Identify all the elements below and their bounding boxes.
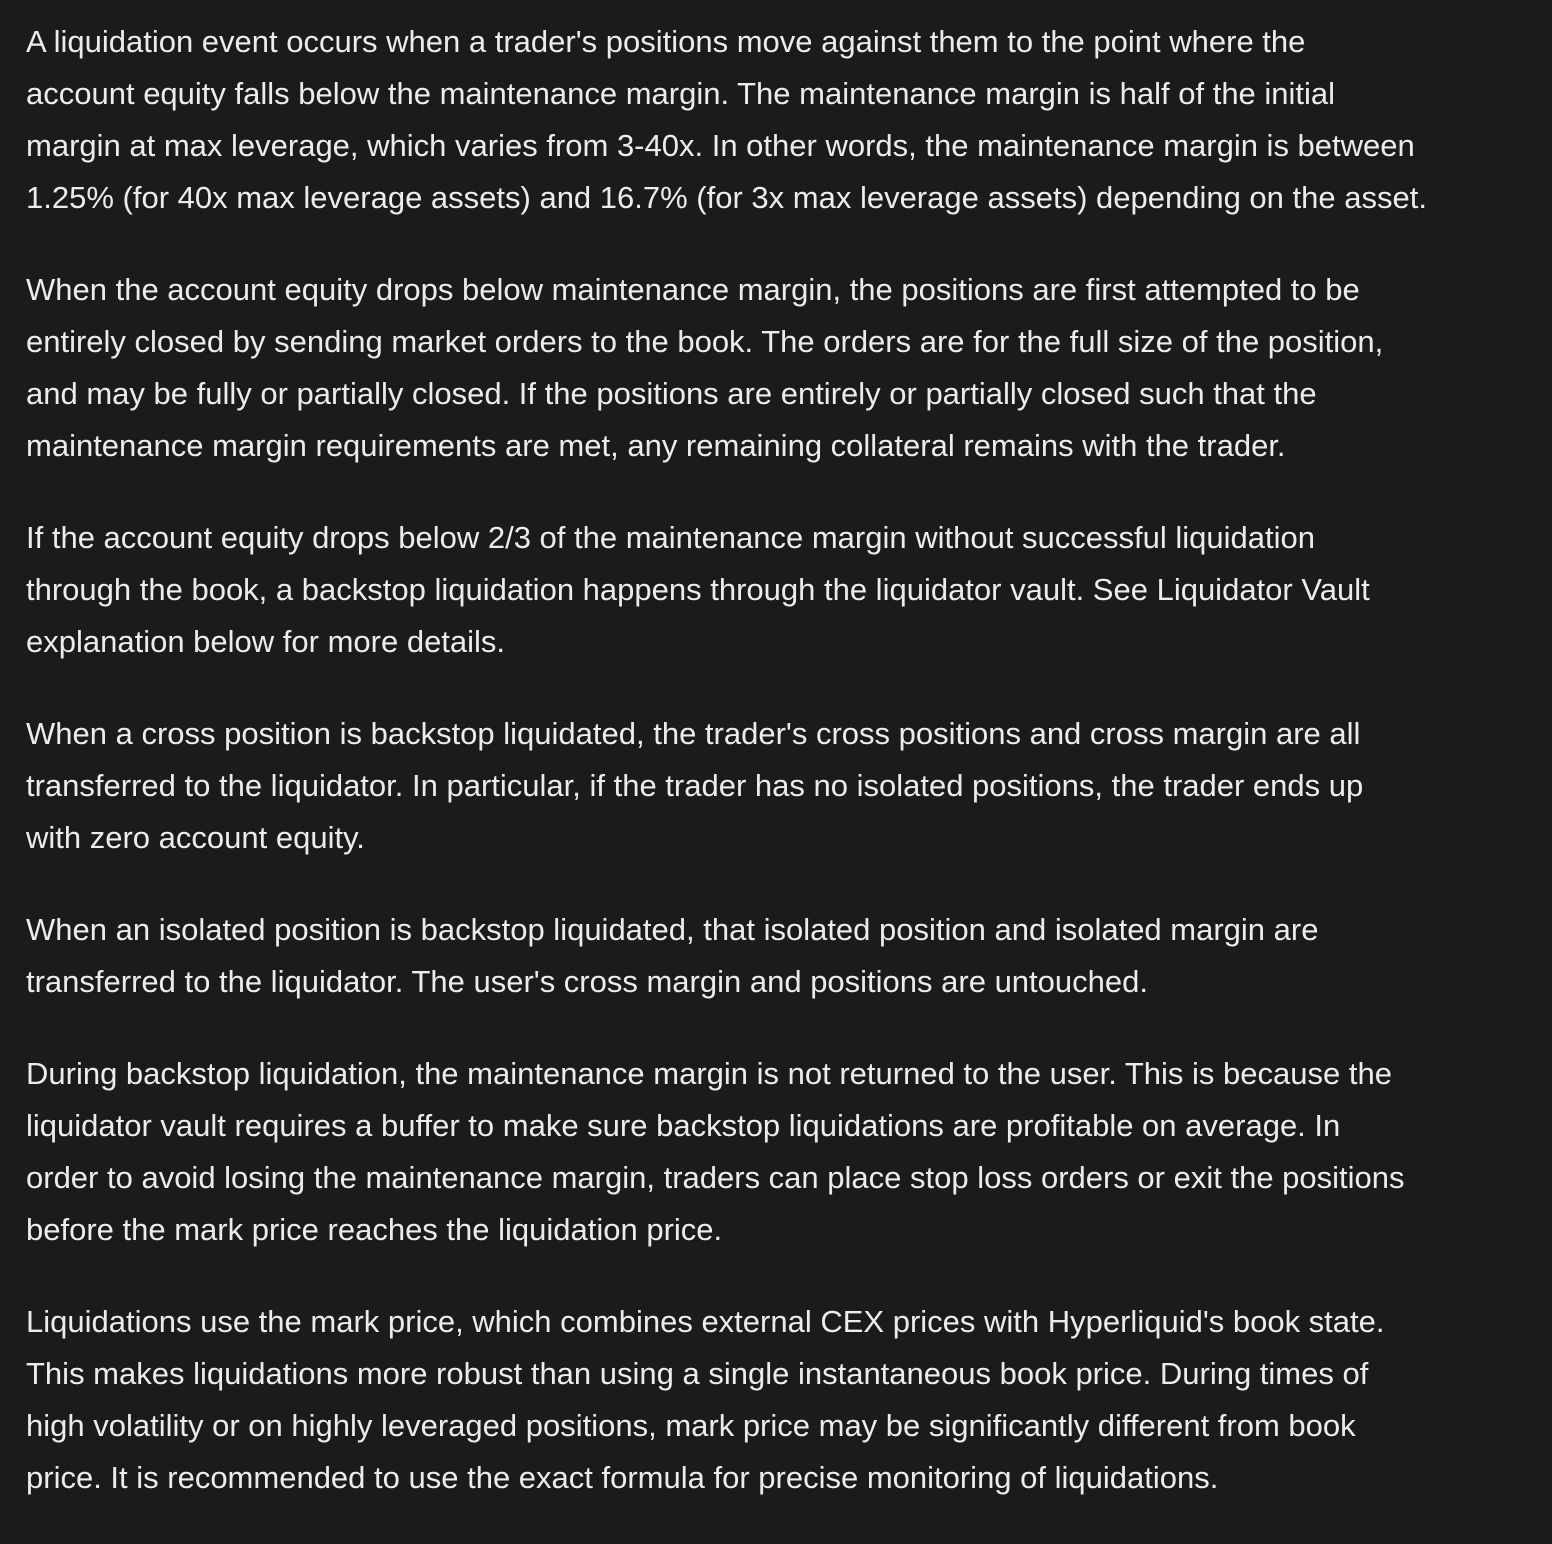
text-line: When the account equity drops below maintenance margin, the positions are first attempted to be: [26, 272, 1360, 307]
text-line: and may be fully or partially closed. If the positions are entirely or partially closed such that the: [26, 376, 1317, 411]
text-line: maintenance margin requirements are met, any remaining collateral remains with the trader.: [26, 428, 1286, 463]
text-line: If the account equity drops below 2/3 of the maintenance margin without successful liquidation: [26, 520, 1315, 555]
text-line: When a cross position is backstop liquidated, the trader's cross positions and cross margin are all: [26, 716, 1361, 751]
text-line: 1.25% (for 40x max leverage assets) and 16.7% (for 3x max leverage assets) depending on the asset.: [26, 180, 1427, 215]
document-body: [26, 16, 1552, 1544]
paragraph-backstop-liquidation: [26, 512, 1552, 668]
paragraph-mark-price: [26, 1296, 1552, 1504]
text-line: margin at max leverage, which varies from 3-40x. In other words, the maintenance margin is between: [26, 128, 1415, 163]
text-line: transferred to the liquidator. The user's cross margin and positions are untouched.: [26, 964, 1148, 999]
text-line: price. It is recommended to use the exact formula for precise monitoring of liquidations.: [26, 1460, 1219, 1495]
text-line: A liquidation event occurs when a trader's positions move against them to the point where the: [26, 24, 1306, 59]
text-line: through the book, a backstop liquidation happens through the liquidator vault. See Liquidator Vault: [26, 572, 1370, 607]
paragraph-cross-position: [26, 708, 1552, 864]
text-line: account equity falls below the maintenance margin. The maintenance margin is half of the initial: [26, 76, 1336, 111]
text-line: explanation below for more details.: [26, 624, 506, 659]
text-line: with zero account equity.: [26, 820, 365, 855]
text-line: During backstop liquidation, the maintenance margin is not returned to the user. This is because the: [26, 1056, 1392, 1091]
paragraph-liquidation-event: [26, 16, 1552, 224]
text-line: When an isolated position is backstop liquidated, that isolated position and isolated margin are: [26, 912, 1319, 947]
text-line: entirely closed by sending market orders to the book. The orders are for the full size of the position,: [26, 324, 1384, 359]
paragraph-isolated-position: [26, 904, 1552, 1008]
paragraph-market-close: [26, 264, 1552, 472]
text-line: liquidator vault requires a buffer to make sure backstop liquidations are profitable on average. In: [26, 1108, 1341, 1143]
text-line: high volatility or on highly leveraged positions, mark price may be significantly different from book: [26, 1408, 1356, 1443]
text-line: This makes liquidations more robust than using a single instantaneous book price. During times of: [26, 1356, 1369, 1391]
text-line: before the mark price reaches the liquidation price.: [26, 1212, 723, 1247]
text-line: order to avoid losing the maintenance margin, traders can place stop loss orders or exit the positions: [26, 1160, 1405, 1195]
text-line: transferred to the liquidator. In particular, if the trader has no isolated positions, the trader ends up: [26, 768, 1364, 803]
text-line: Liquidations use the mark price, which combines external CEX prices with Hyperliquid's book state.: [26, 1304, 1385, 1339]
paragraph-maintenance-margin: [26, 1048, 1552, 1256]
